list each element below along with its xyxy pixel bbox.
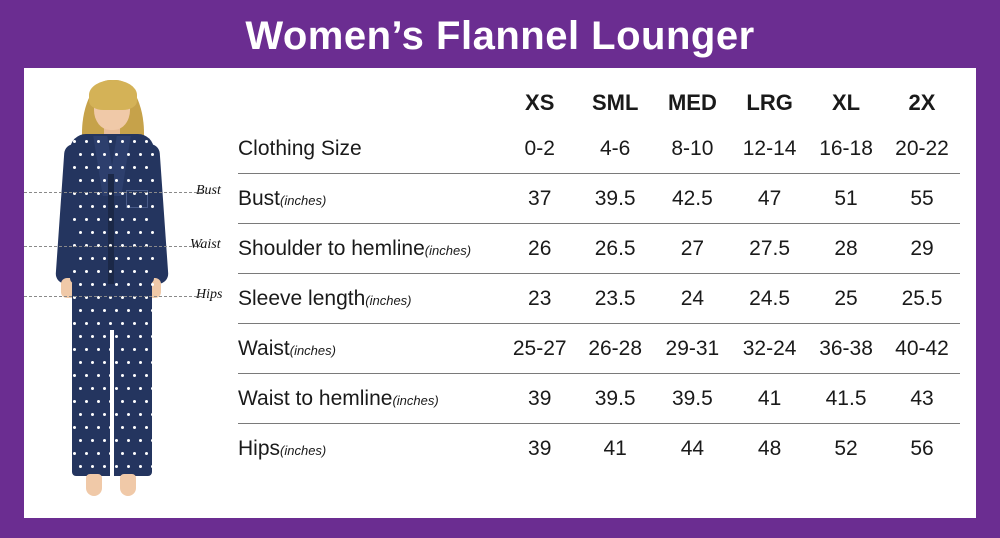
cell-value: 25.5 bbox=[884, 274, 960, 324]
pants-inseam bbox=[110, 330, 114, 476]
row-unit: (inches) bbox=[392, 392, 439, 408]
cell-value: 41 bbox=[603, 436, 627, 460]
cell-value: 23 bbox=[503, 274, 577, 324]
header-size-med: MED bbox=[667, 90, 717, 115]
row-label bbox=[238, 324, 503, 374]
row-label bbox=[238, 274, 503, 324]
row-label-text: Shoulder to hemline bbox=[238, 236, 425, 260]
cell-value: 52 bbox=[834, 436, 858, 460]
cell-value: 26 bbox=[503, 224, 577, 274]
table-row bbox=[238, 274, 960, 324]
table-row bbox=[238, 374, 960, 424]
size-table-panel bbox=[234, 68, 976, 518]
cell-value: 25 bbox=[808, 274, 884, 324]
cell-value: 29 bbox=[884, 224, 960, 274]
bust-label: Bust bbox=[196, 183, 221, 198]
cell-value: 39.5 bbox=[577, 374, 654, 424]
table-row bbox=[238, 324, 960, 374]
row-label-text: Clothing Size bbox=[238, 136, 362, 160]
table-row bbox=[238, 124, 960, 174]
row-label bbox=[238, 374, 503, 424]
cell-value: 39 bbox=[528, 436, 552, 460]
row-unit: (inches) bbox=[280, 442, 327, 458]
row-label-text: Waist bbox=[238, 336, 290, 360]
cell-value: 44 bbox=[680, 436, 705, 460]
header-size-lrg: LRG bbox=[746, 90, 793, 115]
row-unit: (inches) bbox=[365, 292, 412, 308]
cell-value: 55 bbox=[884, 174, 960, 224]
cell-value: 27.5 bbox=[731, 224, 808, 274]
cell-value: 24 bbox=[654, 274, 731, 324]
header-size-2x: 2X bbox=[908, 90, 936, 115]
product-illustration bbox=[24, 68, 234, 518]
cell-value: 0-2 bbox=[503, 124, 577, 174]
cell-value: 43 bbox=[884, 374, 960, 424]
table-row bbox=[238, 174, 960, 224]
cell-value: 24.5 bbox=[731, 274, 808, 324]
header-size-xl: XL bbox=[832, 90, 861, 115]
cell-value: 56 bbox=[910, 436, 934, 460]
row-label-text: Hips bbox=[238, 436, 281, 460]
cell-value: 16-18 bbox=[808, 124, 884, 174]
cell-value: 23.5 bbox=[577, 274, 654, 324]
row-unit: (inches) bbox=[424, 242, 472, 258]
cell-value: 12-14 bbox=[731, 124, 808, 174]
cell-value: 32-24 bbox=[731, 324, 808, 374]
waist-guide-line bbox=[24, 246, 202, 247]
cell-value: 39 bbox=[503, 374, 577, 424]
size-chart-card bbox=[24, 68, 976, 518]
row-unit: (inches) bbox=[289, 342, 336, 358]
row-label-text: Sleeve length bbox=[238, 286, 366, 310]
cell-value: 39.5 bbox=[577, 174, 654, 224]
row-label bbox=[238, 424, 503, 474]
cell-value: 29-31 bbox=[654, 324, 731, 374]
cell-value: 41.5 bbox=[808, 374, 884, 424]
size-table bbox=[238, 82, 960, 473]
model-figure bbox=[42, 78, 182, 510]
table-header-row bbox=[238, 82, 960, 124]
right-foot bbox=[120, 474, 136, 496]
cell-value: 8-10 bbox=[654, 124, 731, 174]
cell-value: 28 bbox=[808, 224, 884, 274]
cell-value: 37 bbox=[503, 174, 577, 224]
waist-label: Waist bbox=[190, 237, 221, 252]
header-size-xs: XS bbox=[525, 90, 555, 115]
header-row-label bbox=[238, 82, 503, 124]
left-foot bbox=[86, 474, 102, 496]
page-title: Women’s Flannel Lounger bbox=[245, 14, 755, 58]
row-label-text: Waist to hemline bbox=[238, 386, 393, 410]
hair-top-shape bbox=[89, 80, 137, 110]
row-label bbox=[238, 124, 503, 174]
cell-value: 42.5 bbox=[654, 174, 731, 224]
cell-value: 39.5 bbox=[654, 374, 731, 424]
hips-label: Hips bbox=[196, 287, 223, 302]
header-size-sml: SML bbox=[591, 90, 639, 115]
cell-value: 47 bbox=[731, 174, 808, 224]
table-row bbox=[238, 424, 960, 474]
cell-value: 26.5 bbox=[577, 224, 654, 274]
button-placket bbox=[108, 174, 114, 284]
hips-guide-line bbox=[24, 296, 202, 297]
row-label-text: Bust bbox=[238, 186, 281, 210]
cell-value: 27 bbox=[654, 224, 731, 274]
row-unit: (inches) bbox=[280, 192, 327, 208]
cell-value: 51 bbox=[808, 174, 884, 224]
bust-guide-line bbox=[24, 192, 202, 193]
row-label bbox=[238, 174, 503, 224]
cell-value: 20-22 bbox=[884, 124, 960, 174]
cell-value: 26-28 bbox=[577, 324, 654, 374]
cell-value: 25-27 bbox=[503, 324, 577, 374]
cell-value: 4-6 bbox=[577, 124, 654, 174]
cell-value: 41 bbox=[731, 374, 808, 424]
cell-value: 40-42 bbox=[884, 324, 960, 374]
row-label bbox=[238, 224, 503, 274]
cell-value: 48 bbox=[757, 436, 782, 460]
cell-value: 36-38 bbox=[808, 324, 884, 374]
table-row bbox=[238, 224, 960, 274]
